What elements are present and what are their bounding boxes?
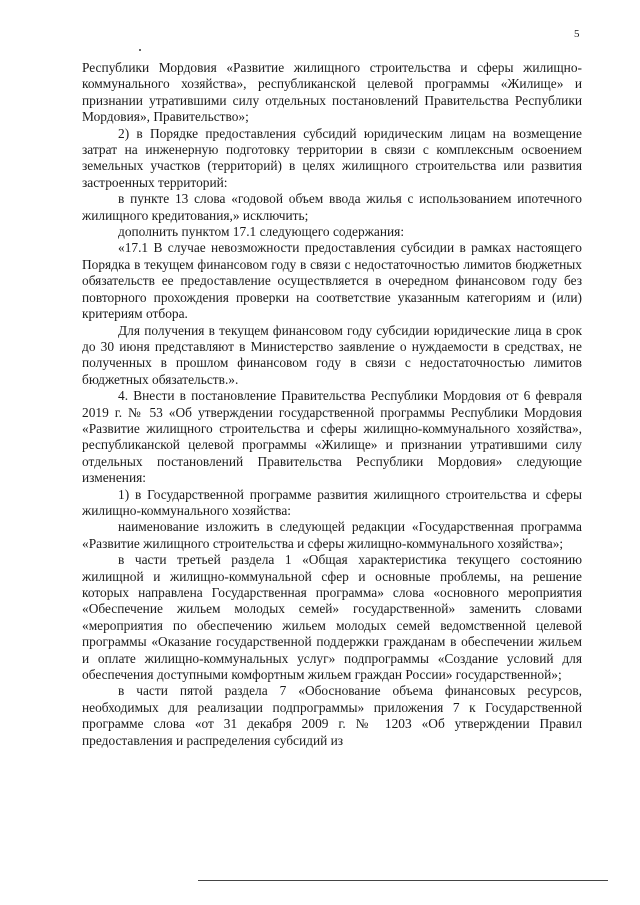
- scan-edge-line: [198, 880, 608, 881]
- document-body: [82, 60, 582, 749]
- paragraph: 4. Внести в постановление Правительства Республики Мордовия от 6 февраля 2019 г. № 53 «Об утверждении государственной программы Республики Мордовия «Развитие жилищного строительства и сферы жилищно-коммунального хозяйства», республиканской целевой программы «Жилище» и признании утратившими силу отдельных постановлений Правительства Республики Мордовия» следующие изменения:: [82, 388, 582, 486]
- page-number: 5: [574, 28, 580, 40]
- scan-speck: [139, 49, 141, 51]
- paragraph: в части третьей раздела 1 «Общая характеристика текущего состоянию жилищной и жилищно-коммунальной сфер и основные проблемы, на решение которых направлена Государственная программа» слова «основного мероприятия «Обеспечение жильем молодых семей» государственной» заменить словами «мероприятия по обеспечению жильем молодых семей ведомственной целевой программы «Оказание государственной поддержки гражданам в обеспечении жильем и оплате жилищно-коммунальных услуг» подпрограммы «Создание условий для обеспечения доступными комфортным жильем граждан России» государственной»;: [82, 552, 582, 683]
- paragraph: Республики Мордовия «Развитие жилищного строительства и сферы жилищно-коммунального хозяйства», республиканской целевой программы «Жилище» и признании утратившими силу отдельных постановлений Правительства Республики Мордовия», Правительство»;: [82, 60, 582, 125]
- paragraph: в части пятой раздела 7 «Обоснование объема финансовых ресурсов, необходимых для реализации подпрограммы» приложения 7 к Государственной программе слова «от 31 декабря 2009 г. № 1203 «Об утверждении Правил предоставления и распределения субсидий из: [82, 683, 582, 748]
- paragraph: «17.1 В случае невозможности предоставления субсидии в рамках настоящего Порядка в текущем финансовом году в связи с недостаточностью лимитов бюджетных обязательств ее предоставление осуществляется в очередном финансовом году без повторного прохождения проверки на соответствие указанным категориям и (или) критериям отбора.: [82, 240, 582, 322]
- paragraph: наименование изложить в следующей редакции «Государственная программа «Развитие жилищного строительства и сферы жилищно-коммунального хозяйства»;: [82, 519, 582, 551]
- paragraph: 2) в Порядке предоставления субсидий юридическим лицам на возмещение затрат на инженерную подготовку территории в связи с комплексным освоением земельных участков (территорий) в целях жилищного строительства или развития застроенных территорий:: [82, 125, 582, 190]
- paragraph: в пункте 13 слова «годовой объем ввода жилья с использованием ипотечного жилищного кредитования,» исключить;: [82, 191, 582, 223]
- paragraph: 1) в Государственной программе развития жилищного строительства и сферы жилищно-коммунального хозяйства:: [82, 486, 582, 518]
- paragraph: Для получения в текущем финансовом году субсидии юридические лица в срок до 30 июня представляют в Министерство заявление о нуждаемости в средствах, не полученных в прошлом финансовом году в связи с недостаточностью лимитов бюджетных обязательств.».: [82, 322, 582, 387]
- paragraph: дополнить пунктом 17.1 следующего содержания:: [118, 224, 405, 240]
